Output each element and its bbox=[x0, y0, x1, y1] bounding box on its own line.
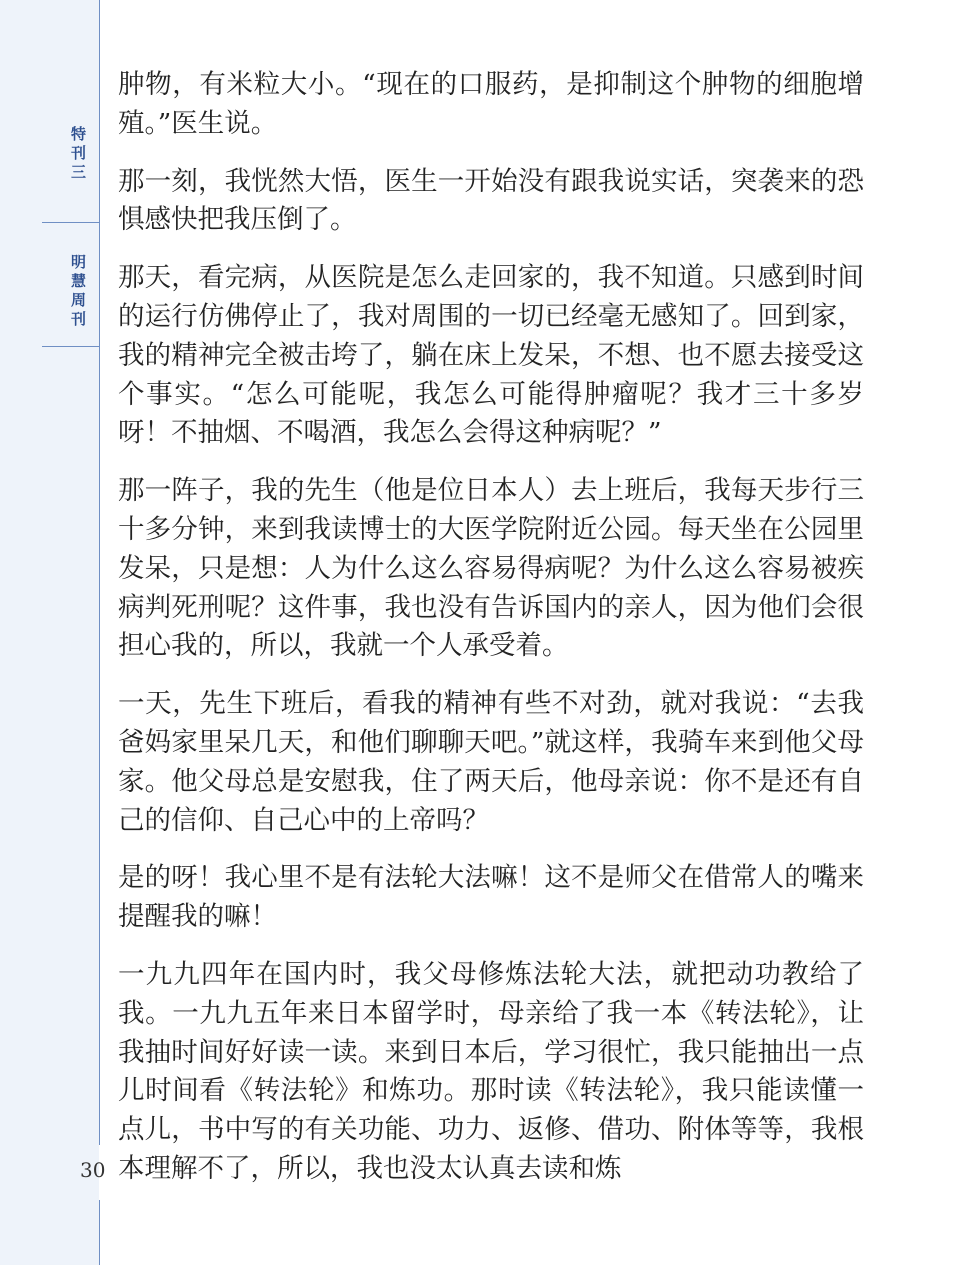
paragraph: 那天，看完病，从医院是怎么走回家的，我不知道。只感到时间的运行仿佛停止了，我对周围的一切已经毫无感知了。回到家，我的精神完全被击垮了，躺在床上发呆，不想、也不愿去接受这个事实。“怎么可能呢，我怎么可能得肿瘤呢？我才三十多岁呀！不抽烟、不喝酒，我怎么会得这种病呢？” bbox=[118, 262, 864, 449]
paragraph: 那一刻，我恍然大悟，医生一开始没有跟我说实话，突袭来的恐惧感快把我压倒了。 bbox=[118, 165, 864, 236]
publication-tab-label: 明慧周刊 bbox=[69, 254, 87, 330]
paragraph: 一九九四年在国内时，我父母修炼法轮大法，就把动功教给了我。一九九五年来日本留学时，母亲给了我一本《转法轮》，让我抽时间好好读一读。来到日本后，学习很忙，我只能抽出一点儿时间看《转法轮》和炼功。那时读《转法轮》，我只能读懂一点儿，书中写的有关功能、功力、返修、借功、附体等等，我根本理解不了，所以，我也没太认真去读和炼 bbox=[118, 958, 864, 1184]
page-number: 30 bbox=[80, 1158, 106, 1182]
sidebar-divider-line bbox=[99, 0, 100, 1265]
paragraph: 一天，先生下班后，看我的精神有些不对劲，就对我说：“去我爸妈家里呆几天，和他们聊聊天吧。”就这样，我骑车来到他父母家。他父母总是安慰我，住了两天后，他母亲说：你不是还有自己的信仰、自己心中的上帝吗？ bbox=[118, 688, 864, 836]
paragraph: 肿物，有米粒大小。“现在的口服药，是抑制这个肿物的细胞增殖。”医生说。 bbox=[118, 69, 864, 139]
paragraph: 是的呀！我心里不是有法轮大法嘛！这不是师父在借常人的嘴来提醒我的嘛！ bbox=[118, 862, 864, 933]
article-body bbox=[118, 66, 864, 1208]
section-tab-label: 特刊三 bbox=[69, 125, 87, 183]
paragraph: 那一阵子，我的先生（他是位日本人）去上班后，我每天步行三十多分钟，来到我读博士的大医学院附近公园。每天坐在公园里发呆，只是想：人为什么这么容易得病呢？为什么这么容易被疾病判死刑呢？这件事，我也没有告诉国内的亲人，因为他们会很担心我的，所以，我就一个人承受着。 bbox=[118, 475, 864, 662]
tab-separator-rule bbox=[42, 222, 100, 223]
tab-bottom-rule bbox=[42, 346, 100, 347]
